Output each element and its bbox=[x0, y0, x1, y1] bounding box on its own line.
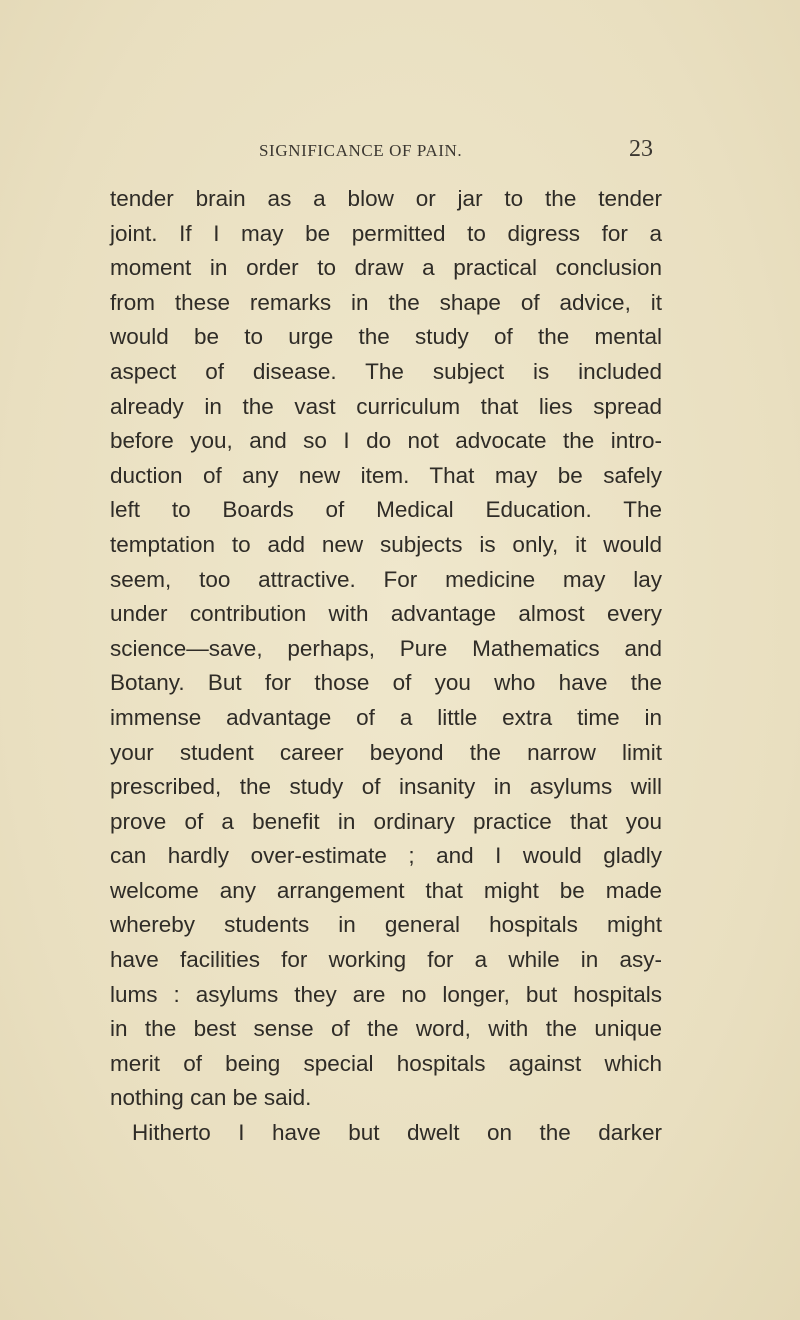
text-line: welcome any arrangement that might be made bbox=[110, 877, 662, 903]
text-line: have facilities for working for a while in asy- bbox=[110, 947, 662, 973]
text-line: before you, and so I do not advocate the intro- bbox=[110, 428, 662, 454]
text-line: aspect of disease. The subject is included bbox=[110, 358, 662, 384]
running-head: SIGNIFICANCE OF PAIN. bbox=[259, 141, 463, 160]
text-line: seem, too attractive. For medicine may lay bbox=[110, 566, 662, 592]
text-line: temptation to add new subjects is only, it would bbox=[110, 531, 662, 557]
text-line: moment in order to draw a practical conclusion bbox=[110, 255, 662, 281]
text-line: tender brain as a blow or jar to the tender bbox=[110, 186, 662, 211]
text-line: Botany. But for those of you who have the bbox=[110, 670, 662, 696]
text-line: from these remarks in the shape of advice, it bbox=[110, 289, 662, 315]
text-line: your student career beyond the narrow limit bbox=[110, 739, 662, 765]
text-line: lums : asylums they are no longer, but hospitals bbox=[110, 981, 662, 1007]
text-line: prescribed, the study of insanity in asylums will bbox=[110, 774, 662, 800]
text-line: under contribution with advantage almost every bbox=[110, 601, 662, 627]
text-line: would be to urge the study of the mental bbox=[110, 324, 662, 350]
text-line: immense advantage of a little extra time in bbox=[110, 704, 662, 730]
text-line: can hardly over-estimate ; and I would gladly bbox=[110, 843, 662, 869]
paragraph-end-line: nothing can be said. bbox=[110, 1085, 312, 1111]
page-number: 23 bbox=[629, 136, 653, 162]
paragraph-start-line: Hitherto I have but dwelt on the darker bbox=[132, 1120, 662, 1146]
text-line: merit of being special hospitals against which bbox=[110, 1050, 662, 1076]
text-line: left to Boards of Medical Education. The bbox=[110, 497, 662, 523]
text-line: science—save, perhaps, Pure Mathematics and bbox=[110, 635, 662, 661]
text-line: already in the vast curriculum that lies spread bbox=[110, 393, 662, 419]
text-line: prove of a benefit in ordinary practice that you bbox=[110, 808, 662, 834]
text-line: in the best sense of the word, with the unique bbox=[110, 1016, 662, 1042]
text-line: duction of any new item. That may be safely bbox=[110, 462, 662, 488]
text-line: joint. If I may be permitted to digress for a bbox=[110, 220, 662, 246]
text-line: whereby students in general hospitals might bbox=[110, 912, 662, 938]
body-text bbox=[110, 182, 662, 1151]
